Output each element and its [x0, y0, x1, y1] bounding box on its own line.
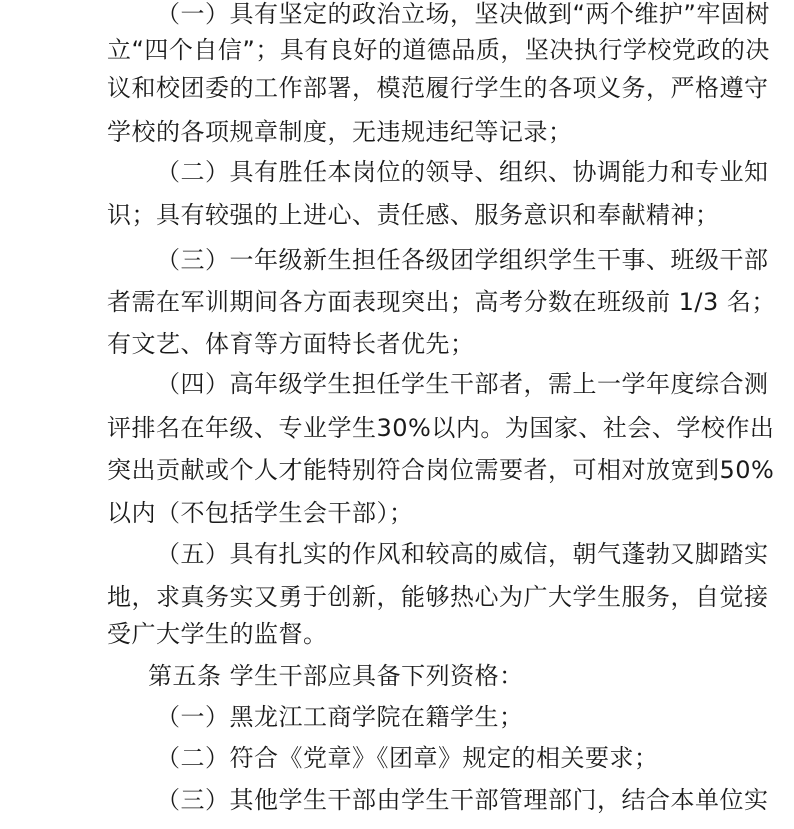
- text-line: 评排名在年级、专业学生30%以内。为国家、社会、学校作出: [107, 414, 775, 442]
- text-line: （三）一年级新生担任各级团学组织学生干事、班级干部: [156, 246, 769, 274]
- text-line: 受广大学生的监督。: [107, 620, 328, 648]
- text-line: 以内（不包括学生会干部）；: [107, 499, 414, 527]
- text-line: 议和校团委的工作部署，模范履行学生的各项义务，严格遵守: [107, 74, 769, 102]
- text-line: 学校的各项规章制度，无违规违纪等记录；: [107, 118, 573, 146]
- text-line: （一）黑龙江工商学院在籍学生；: [156, 703, 524, 731]
- text-line: （四）高年级学生担任学生干部者，需上一学年度综合测: [156, 370, 769, 398]
- text-line: 地，求真务实又勇于创新，能够热心为广大学生服务，自觉接: [107, 583, 769, 611]
- text-line: 识；具有较强的上进心、责任感、服务意识和奉献精神；: [107, 201, 720, 229]
- text-line: （二）具有胜任本岗位的领导、组织、协调能力和专业知: [156, 158, 769, 186]
- text-line: 立“四个自信”；具有良好的道德品质，坚决执行学校党政的决: [107, 36, 770, 64]
- text-line: （五）具有扎实的作风和较高的威信，朝气蓬勃又脚踏实: [156, 540, 769, 568]
- text-line: 者需在军训期间各方面表现突出；高考分数在班级前 1/3 名；: [107, 288, 776, 316]
- text-line: （一）具有坚定的政治立场，坚决做到“两个维护”牢固树: [156, 0, 770, 28]
- text-line: （二）符合《党章》《团章》规定的相关要求；: [156, 744, 659, 772]
- text-line: 有文艺、体育等方面特长者优先；: [107, 330, 475, 358]
- text-line: （三）其他学生干部由学生干部管理部门，结合本单位实: [156, 786, 769, 814]
- article-heading: 第五条 学生干部应具备下列资格：: [148, 662, 524, 690]
- text-line: 突出贡献或个人才能特别符合岗位需要者，可相对放宽到50%: [107, 456, 775, 484]
